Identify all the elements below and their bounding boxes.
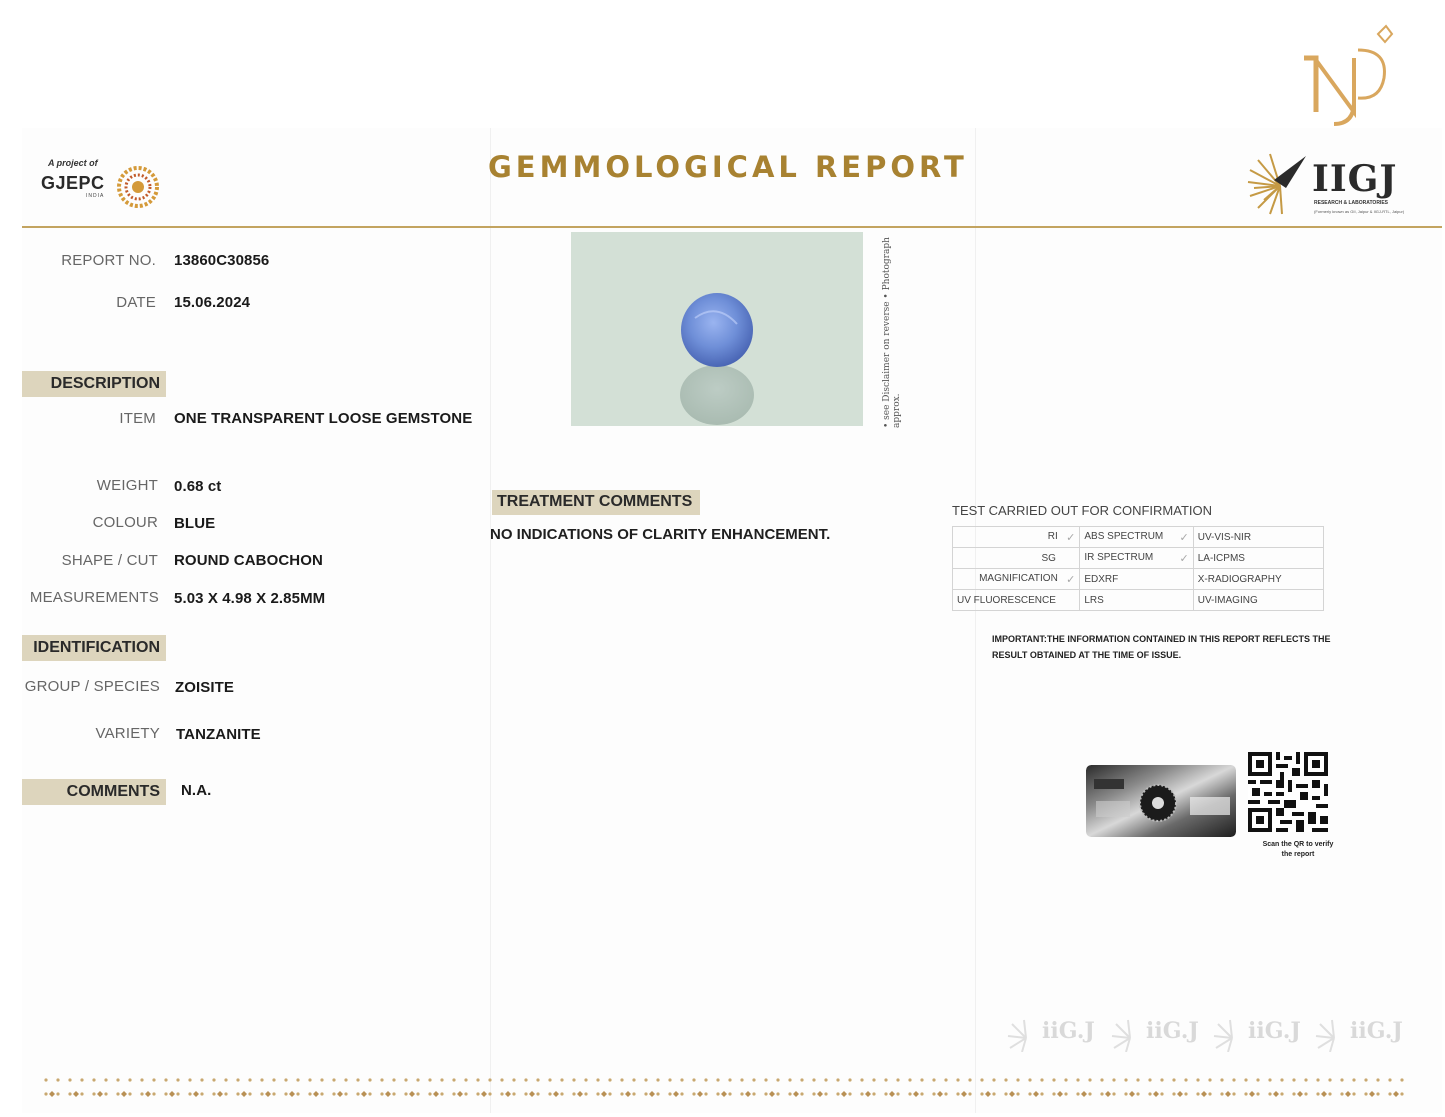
test-name: IR SPECTRUM (1084, 551, 1154, 563)
watermark-text: iiG.J (1042, 1018, 1095, 1044)
important-notice (992, 631, 1332, 663)
tests-table (952, 526, 1324, 611)
iigj-watermark (1212, 1018, 1310, 1058)
gjepc-country: INDIA (86, 193, 105, 199)
test-cell (1080, 527, 1193, 548)
gjepc-sun-icon (116, 165, 160, 209)
test-cell (1193, 527, 1323, 548)
tanzanite-stone-image (571, 232, 863, 426)
important-label: IMPORTANT: (992, 634, 1047, 644)
shape-value: ROUND CABOCHON (174, 552, 323, 569)
iigj-subtitle-note: (Formerly known as GII, Jaipur & IIGJ-RTL, Jaipur) (1314, 209, 1405, 214)
nj-brand-logo (1296, 20, 1396, 130)
item-label: ITEM (119, 410, 156, 427)
test-cell (1193, 590, 1323, 611)
iigj-watermark (1110, 1018, 1208, 1058)
colour-label: COLOUR (92, 514, 158, 531)
test-name: LA-ICPMS (1197, 552, 1245, 564)
measurements-value: 5.03 X 4.98 X 2.85MM (174, 590, 326, 607)
photo-disclaimer-note: • see Disclaimer on reverse • Photograph approx. (882, 237, 902, 428)
test-cell (1080, 590, 1193, 611)
important-text: THE INFORMATION CONTAINED IN THIS REPORT REFLECTS THE RESULT OBTAINED AT THE TIME OF ISSUE. (992, 634, 1331, 660)
test-name: UV-IMAGING (1197, 594, 1258, 606)
comments-heading: COMMENTS (22, 779, 166, 805)
sunburst-icon (1110, 1018, 1144, 1052)
report-number-label: REPORT NO. (61, 252, 156, 269)
shape-label: SHAPE / CUT (61, 552, 158, 569)
iigj-subtitle: RESEARCH & LABORATORIES (1314, 200, 1388, 206)
test-name: RI (1047, 530, 1058, 542)
iigj-logo-text: IIGJ (1312, 158, 1398, 200)
test-cell (953, 548, 1080, 569)
weight-value: 0.68 ct (174, 478, 222, 495)
check-icon: ✓ (1179, 531, 1189, 544)
test-name: SG (1041, 552, 1056, 564)
tests-title: TEST CARRIED OUT FOR CONFIRMATION (952, 503, 1213, 518)
qr-code-icon (1248, 752, 1328, 832)
group-value: ZOISITE (175, 679, 235, 696)
test-name: UV FLUORESCENCE (957, 594, 1056, 606)
check-icon: ✓ (1066, 531, 1076, 544)
colour-value: BLUE (174, 515, 216, 532)
test-cell (1193, 548, 1323, 569)
report-number: 13860C30856 (174, 252, 270, 269)
test-cell (1080, 548, 1193, 569)
iigj-sunburst-icon (1244, 152, 1310, 216)
report-date: 15.06.2024 (174, 294, 251, 311)
variety-label: VARIETY (95, 725, 160, 742)
test-name: X-RADIOGRAPHY (1197, 573, 1282, 585)
fold-line (490, 128, 491, 1113)
test-name: ABS SPECTRUM (1084, 530, 1164, 542)
identification-heading: IDENTIFICATION (22, 635, 166, 661)
variety-value: TANZANITE (176, 726, 261, 743)
test-name: LRS (1084, 594, 1104, 606)
gemstone-photo (571, 232, 863, 426)
weight-label: WEIGHT (96, 477, 158, 494)
watermark-text: iiG.J (1350, 1018, 1403, 1044)
test-cell (1193, 569, 1323, 590)
item-value: ONE TRANSPARENT LOOSE GEMSTONE (174, 410, 473, 427)
decorative-border (40, 1072, 1405, 1102)
hologram-seal-icon (1086, 765, 1236, 837)
header-divider (22, 226, 1442, 228)
treatment-heading: TREATMENT COMMENTS (492, 490, 700, 515)
test-name: EDXRF (1084, 573, 1119, 585)
report-title: GEMMOLOGICAL REPORT (488, 150, 968, 184)
iigj-watermark (1314, 1018, 1412, 1058)
comments-value: N.A. (181, 782, 212, 799)
test-cell (953, 527, 1080, 548)
watermark-text: iiG.J (1248, 1018, 1301, 1044)
tests-row (953, 590, 1324, 611)
sunburst-icon (1314, 1018, 1348, 1052)
qr-caption: Scan the QR to verify the report (1262, 841, 1334, 858)
tests-row (953, 569, 1324, 590)
sunburst-icon (1212, 1018, 1246, 1052)
measurements-label: MEASUREMENTS (29, 589, 159, 606)
gjepc-logo-text: GJEPC (41, 173, 105, 193)
treatment-text: NO INDICATIONS OF CLARITY ENHANCEMENT. (490, 526, 831, 543)
tests-row (953, 527, 1324, 548)
test-cell (953, 569, 1080, 590)
description-heading: DESCRIPTION (22, 371, 166, 397)
iigj-watermark (1006, 1018, 1104, 1058)
check-icon: ✓ (1179, 552, 1189, 565)
date-label: DATE (116, 294, 156, 311)
test-cell (1080, 569, 1193, 590)
group-label: GROUP / SPECIES (24, 678, 160, 695)
tests-row (953, 548, 1324, 569)
check-icon: ✓ (1066, 573, 1076, 586)
fold-line (975, 128, 976, 1113)
test-name: MAGNIFICATION (979, 572, 1058, 584)
gjepc-project-of: A project of (48, 158, 98, 168)
test-cell (953, 590, 1080, 611)
sunburst-icon (1006, 1018, 1040, 1052)
watermark-text: iiG.J (1146, 1018, 1199, 1044)
test-name: UV-VIS-NIR (1197, 531, 1252, 543)
